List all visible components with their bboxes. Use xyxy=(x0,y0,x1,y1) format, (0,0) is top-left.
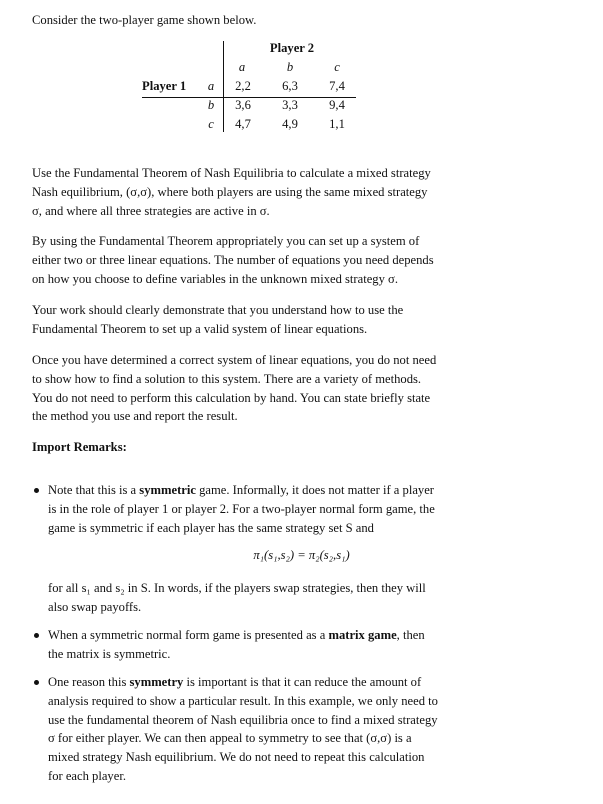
intro-text: Consider the two-player game shown below. xyxy=(32,13,257,27)
bullet-icon xyxy=(34,488,39,493)
paragraph-solution: Once you have determined a correct system of linear equations, you do not need to show how to find a solution to this system. There are a variety of methods. You do not need to perform this calculation by hand. You can state briefly state the method you use and report the result. xyxy=(32,353,437,424)
payoff-cell: 3,6 xyxy=(235,98,251,112)
row-header-b: b xyxy=(207,98,215,112)
bullet1-continuation: for all s₁ and s₂ in S. In words, if the players swap strategies, then they will also swap payoffs. xyxy=(48,581,426,614)
payoff-cell: 1,1 xyxy=(329,117,345,131)
payoff-cell: 6,3 xyxy=(282,79,298,93)
bullet-icon xyxy=(34,633,39,638)
table-horizontal-rule xyxy=(142,97,356,98)
col-header-b: b xyxy=(286,60,294,74)
player2-label: Player 2 xyxy=(269,41,315,55)
payoff-cell: 2,2 xyxy=(235,79,251,93)
col-header-c: c xyxy=(334,60,340,74)
payoff-cell: 4,7 xyxy=(235,117,251,131)
list-item: When a symmetric normal form game is presented as a matrix game, then the matrix is symmetric. xyxy=(32,626,472,664)
remarks-heading: Import Remarks: xyxy=(32,440,127,454)
payoff-cell: 4,9 xyxy=(282,117,298,131)
payoff-cell: 9,4 xyxy=(329,98,345,112)
row-header-c: c xyxy=(208,117,214,131)
payoff-cell: 3,3 xyxy=(282,98,298,112)
bullet-list xyxy=(32,626,472,664)
symmetry-equation: π₁(s₁,s₂) = π₂(s₂,s₁) xyxy=(253,548,350,562)
payoff-cell: 7,4 xyxy=(329,79,345,93)
bullet-list xyxy=(32,481,472,537)
paragraph-work: Your work should clearly demonstrate that you understand how to use the Fundamental Theorem to set up a valid system of linear equations. xyxy=(32,303,404,336)
bullet-list xyxy=(32,673,472,786)
player1-label: Player 1 xyxy=(142,79,187,93)
bullet-icon xyxy=(34,680,39,685)
row-header-a: a xyxy=(207,79,215,93)
col-header-a: a xyxy=(238,60,246,74)
list-item: Note that this is a symmetric game. Informally, it does not matter if a player is in the role of player 1 or player 2. For a two-player normal form game, the game is symmetric if each player has the same strategy set S and xyxy=(32,481,472,537)
paragraph-task: Use the Fundamental Theorem of Nash Equilibria to calculate a mixed strategy Nash equilibrium, (σ,σ), where both players are using the same mixed strategy σ, and where all three strategies are active in σ. xyxy=(32,166,431,218)
list-item: One reason this symmetry is important is that it can reduce the amount of analysis required to show a particular result. In this example, we only need to use the fundamental theorem of Nash equilibria once to find a mixed strategy σ for either player. We can then appeal to symmetry to see that (σ,σ) is a mixed strategy Nash equilibrium. We do not need to repeat this calculation for each player. xyxy=(32,673,472,786)
paragraph-theorem: By using the Fundamental Theorem appropriately you can set up a system of either two or three linear equations. The number of equations you need depends on how you choose to define variables in the unknown mixed strategy σ. xyxy=(32,234,434,286)
table-vertical-rule xyxy=(223,41,224,132)
